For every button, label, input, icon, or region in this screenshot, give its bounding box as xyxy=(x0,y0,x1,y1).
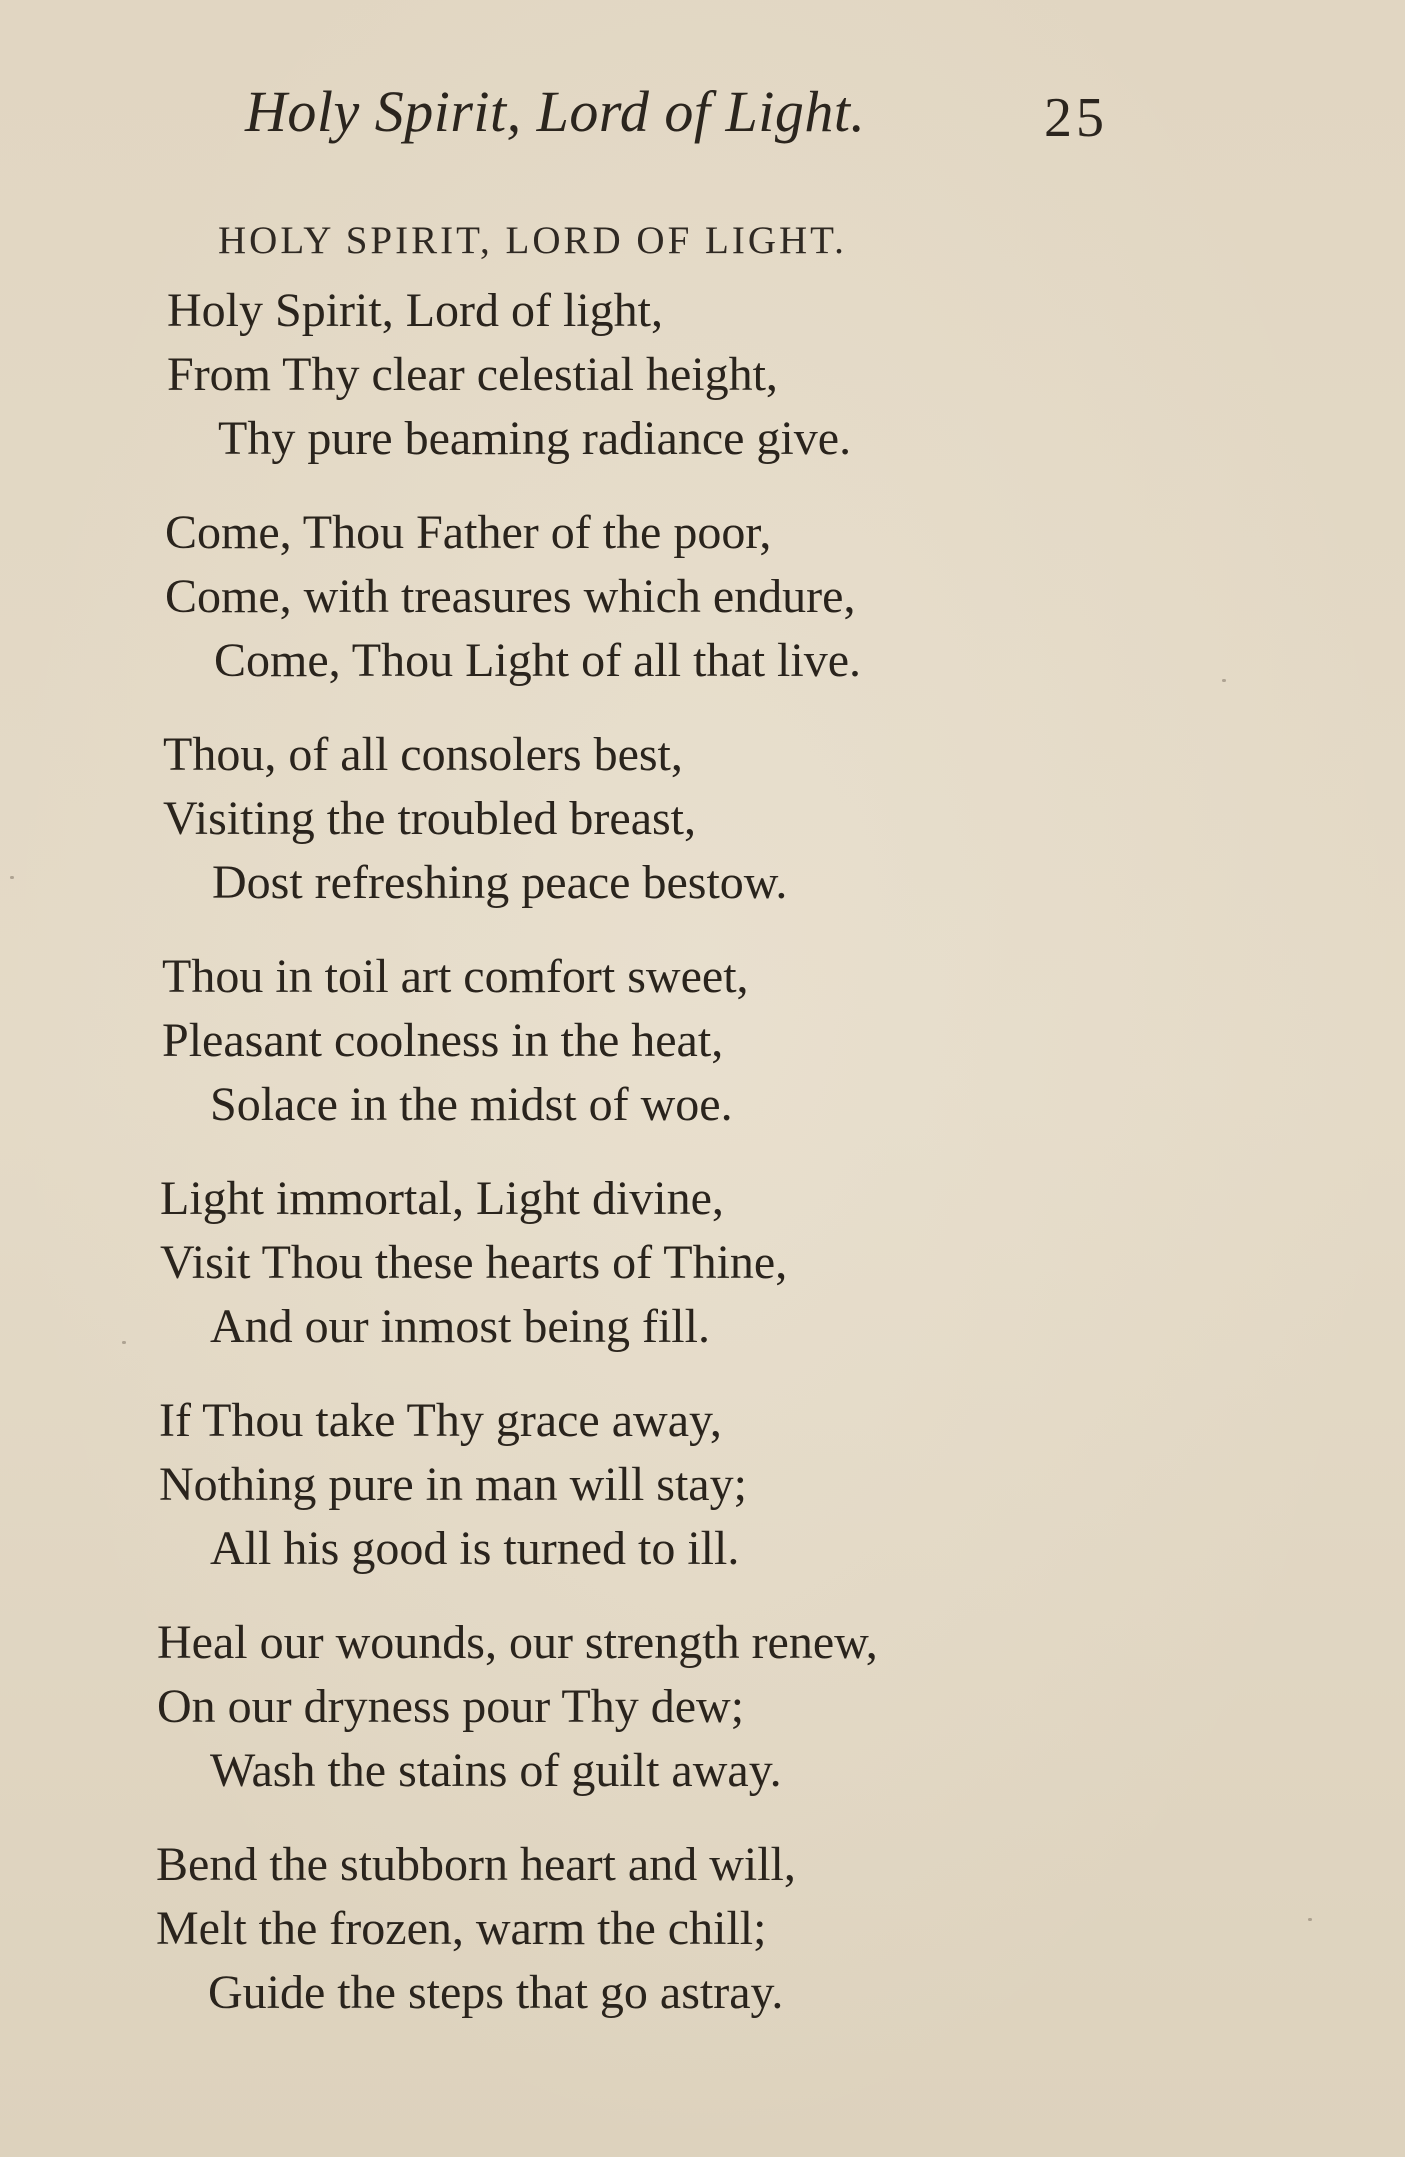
verse-line: Guide the steps that go astray. xyxy=(208,1966,784,2019)
verse-line: Holy Spirit, Lord of light, xyxy=(167,284,663,337)
verse-line: Heal our wounds, our strength renew, xyxy=(157,1616,878,1669)
verse-line: Come, Thou Father of the poor, xyxy=(165,506,772,559)
paper-speck xyxy=(122,1341,126,1344)
stanza-1 xyxy=(0,284,1405,509)
verse-line: Light immortal, Light divine, xyxy=(160,1172,724,1225)
paper-speck xyxy=(1308,1918,1312,1921)
hymn-title: HOLY SPIRIT, LORD OF LIGHT. xyxy=(218,219,847,262)
running-head-title: Holy Spirit, Lord of Light. xyxy=(245,79,866,144)
verse-line: Melt the frozen, warm the chill; xyxy=(156,1902,767,1955)
verse-line: Thou, of all consolers best, xyxy=(163,728,683,781)
verse-line: Solace in the midst of woe. xyxy=(210,1078,733,1131)
hymn-verses xyxy=(0,284,1405,2063)
verse-line: If Thou take Thy grace away, xyxy=(159,1394,722,1447)
stanza-4 xyxy=(0,950,1405,1175)
verse-line: From Thy clear celestial height, xyxy=(167,348,778,401)
stanza-6 xyxy=(0,1394,1405,1619)
verse-line: Visiting the troubled breast, xyxy=(163,792,697,845)
verse-line: Dost refreshing peace bestow. xyxy=(212,856,788,909)
verse-line: Visit Thou these hearts of Thine, xyxy=(160,1236,788,1289)
verse-line: Nothing pure in man will stay; xyxy=(159,1458,747,1511)
verse-line: Wash the stains of guilt away. xyxy=(210,1744,782,1797)
stanza-5 xyxy=(0,1172,1405,1397)
verse-line: Pleasant coolness in the heat, xyxy=(162,1014,724,1067)
verse-line: Come, with treasures which endure, xyxy=(165,570,856,623)
verse-line: Thou in toil art comfort sweet, xyxy=(162,950,749,1003)
stanza-2 xyxy=(0,506,1405,731)
verse-line: On our dryness pour Thy dew; xyxy=(157,1680,745,1733)
verse-line: All his good is turned to ill. xyxy=(210,1522,740,1575)
stanza-3 xyxy=(0,728,1405,953)
paper-speck xyxy=(10,876,14,879)
paper-speck xyxy=(1222,679,1226,682)
stanza-8 xyxy=(0,1838,1405,2063)
verse-line: Come, Thou Light of all that live. xyxy=(214,634,862,687)
verse-line: Thy pure beaming radiance give. xyxy=(218,412,852,465)
page-number: 25 xyxy=(1044,87,1108,149)
stanza-7 xyxy=(0,1616,1405,1841)
verse-line: Bend the stubborn heart and will, xyxy=(156,1838,796,1891)
verse-line: And our inmost being fill. xyxy=(210,1300,710,1353)
